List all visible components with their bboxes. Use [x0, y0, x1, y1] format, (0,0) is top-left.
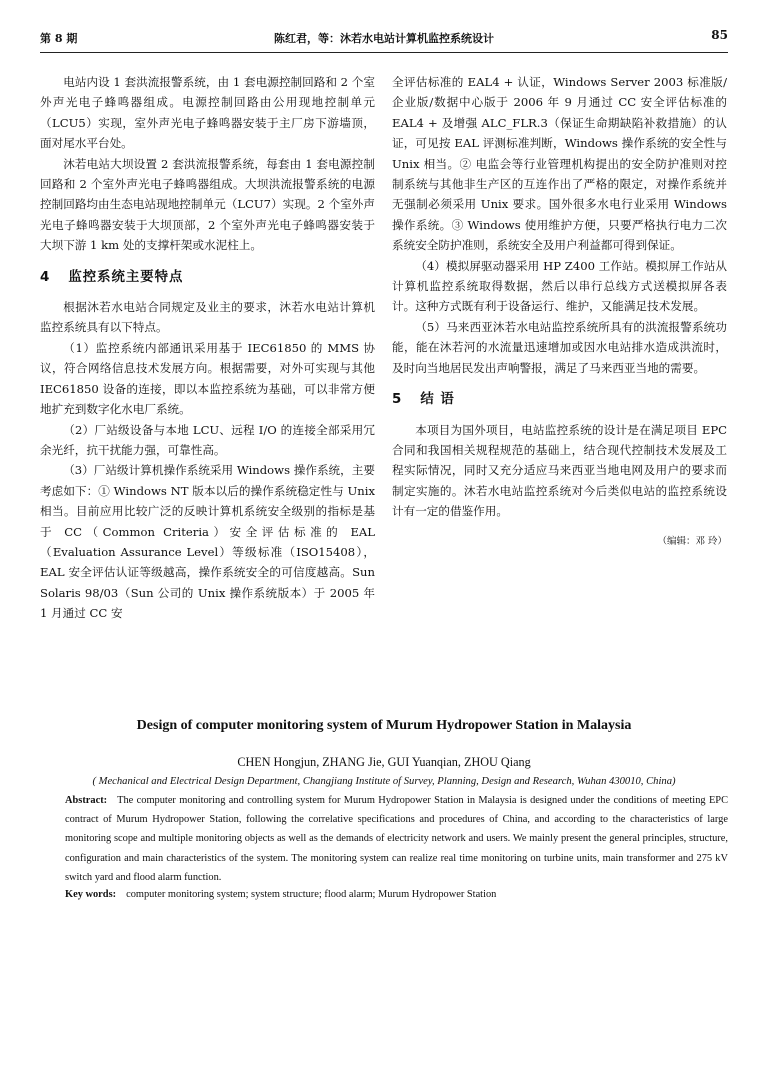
- english-affiliation: ( Mechanical and Electrical Design Department, Changjiang Institute of Survey, Planning, Design and Research, Wuhan 430010, China): [92, 776, 676, 787]
- abstract-label: Abstract:: [65, 795, 108, 806]
- abstract-text: The computer monitoring and controlling system for Murum Hydropower Station in Malaysia is designed under the conditions of meeting EPC contract of Murum Hydropower Station, following the correlative specifications and procedures of China, and according to the characteristics of large monitoring scope and multiple monitoring objects as well as the demands of electricity network and users. We mainly present the general principles, structure, configuration and main characteristics of the system. The monitoring system can realize real time monitoring on turbine units, main transformer and 275 kV switch yard and flood alarm function.: [65, 795, 728, 883]
- section-number: 5: [392, 392, 403, 408]
- english-keywords: [40, 889, 728, 900]
- paragraph: （4）模拟屏驱动器采用 HP Z400 工作站。模拟屏工作站从计算机监控系统取得数据，然后以串行总线方式送模拟屏各表计。这种方式既有利于设备运行、维护，又能满足技术发展。: [392, 258, 727, 314]
- paragraph: （3）厂站级计算机操作系统采用 Windows 操作系统，主要考虑如下：① Windows NT 版本以后的操作系统稳定性与 Unix 相当。目前应用比较广泛的反映计算机系统安全级别的指标是基于 CC（Common Criteria）安全评估标准的 EAL（Evaluation Assurance Level）等级标准（ISO15408），EAL 安全评估认证等级越高，操作系统安全的可信度越高。Sun Solaris 98/03（Sun 公司的 Unix 操作系统版本）于 2005 年 1 月通过 CC 安: [40, 463, 375, 621]
- english-title: Design of computer monitoring system of Murum Hydropower Station in Malaysia: [136, 718, 632, 733]
- paragraph-continued: 全评估标准的 EAL4 + 认证，Windows Server 2003 标准版/企业版/数据中心版于 2006 年 9 月通过 CC 安全评估标准的 EAL4 + 及增强 ALC_FLR.3（保证生命期缺陷补救措施）的认证，可见按 EAL 评测标准判断，Windows 操作系统的安全性与 Unix 相当。② 电监会等行业管理机构提出的安全防护准则对控制系统与其他非生产区的互连作出了严格的限定，对操作系统并无强制必须采用 Unix 要求。国外很多水电行业采用 Windows 操作系统。③ Windows 使用维护方便，只要严格执行电力二次系统安全防护准则，系统安全及用户利益都可得到保证。: [392, 75, 727, 253]
- section-heading-4: [40, 268, 375, 288]
- paragraph: 沐若电站大坝设置 2 套洪流报警系统，每套由 1 套电源控制回路和 2 个室外声光电子蜂鸣器组成。大坝洪流报警系统的电源控制回路均由生态电站现地控制单元（LCU7）实现。2 个室外声光电子蜂鸣器安装于大坝顶部，2 个室外声光电子蜂鸣器安装于大坝下游 1 km 处的支撑杆架或水泥柱上。: [40, 156, 375, 253]
- paragraph: 电站内设 1 套洪流报警系统，由 1 套电源控制回路和 2 个室外声光电子蜂鸣器组成。电源控制回路由公用现地控制单元（LCU5）实现，室外声光电子蜂鸣器安装于主厂房下游墙顶，面对尾水平台处。: [40, 75, 375, 151]
- left-column: [40, 72, 375, 624]
- english-abstract: [40, 791, 728, 887]
- header-rule: [40, 52, 728, 53]
- page-header: [40, 28, 728, 52]
- paragraph: （2）厂站级设备与本地 LCU、远程 I/O 的连接全部采用冗余光纤，抗干扰能力强，可靠性高。: [40, 422, 375, 457]
- editor-note: （编辑：邓 玲）: [657, 535, 727, 547]
- paragraph: 本项目为国外项目，电站监控系统的设计是在满足项目 EPC 合同和我国相关规程规范的基础上，结合现代控制技术发展及工程实际情况，同时又充分适应马来西亚当地电网及用户的要求而制定实施的。沐若水电站监控系统对今后类似电站的监控系统设计有一定的借鉴作用。: [392, 422, 727, 519]
- english-authors: CHEN Hongjun, ZHANG Jie, GUI Yuanqian, ZHOU Qiang: [237, 755, 531, 769]
- section-number: 4: [40, 269, 51, 285]
- page-number: 85: [711, 28, 728, 42]
- section-heading-5: [392, 390, 727, 410]
- section-title: 监控系统主要特点: [68, 269, 184, 285]
- paragraph: （1）监控系统内部通讯采用基于 IEC61850 的 MMS 协议，符合网络信息技术发展方向。根据需要，对外可实现与其他 IEC61850 设备的连接，即以本监控系统为基础，可以非常方便地扩充到数字化水电厂系统。: [40, 340, 375, 417]
- paragraph: 根据沐若水电站合同规定及业主的要求，沐若水电站计算机监控系统具有以下特点。: [40, 300, 375, 335]
- keywords-text: computer monitoring system; system structure; flood alarm; Murum Hydropower Station: [126, 889, 497, 901]
- paragraph: （5）马来西亚沐若水电站监控系统所具有的洪流报警系统功能，能在沐若河的水流量迅速增加或因水电站排水造成洪流时，及时向当地居民发出声响警报，满足了马来西亚当地的需要。: [392, 319, 727, 375]
- english-abstract-block: [40, 718, 728, 900]
- section-title: 结 语: [420, 392, 455, 408]
- running-title: 陈红君，等：沐若水电站计算机监控系统设计: [274, 32, 494, 45]
- issue-label: 第 8 期: [40, 32, 78, 45]
- right-column: [392, 72, 727, 552]
- keywords-label: Key words:: [65, 889, 117, 901]
